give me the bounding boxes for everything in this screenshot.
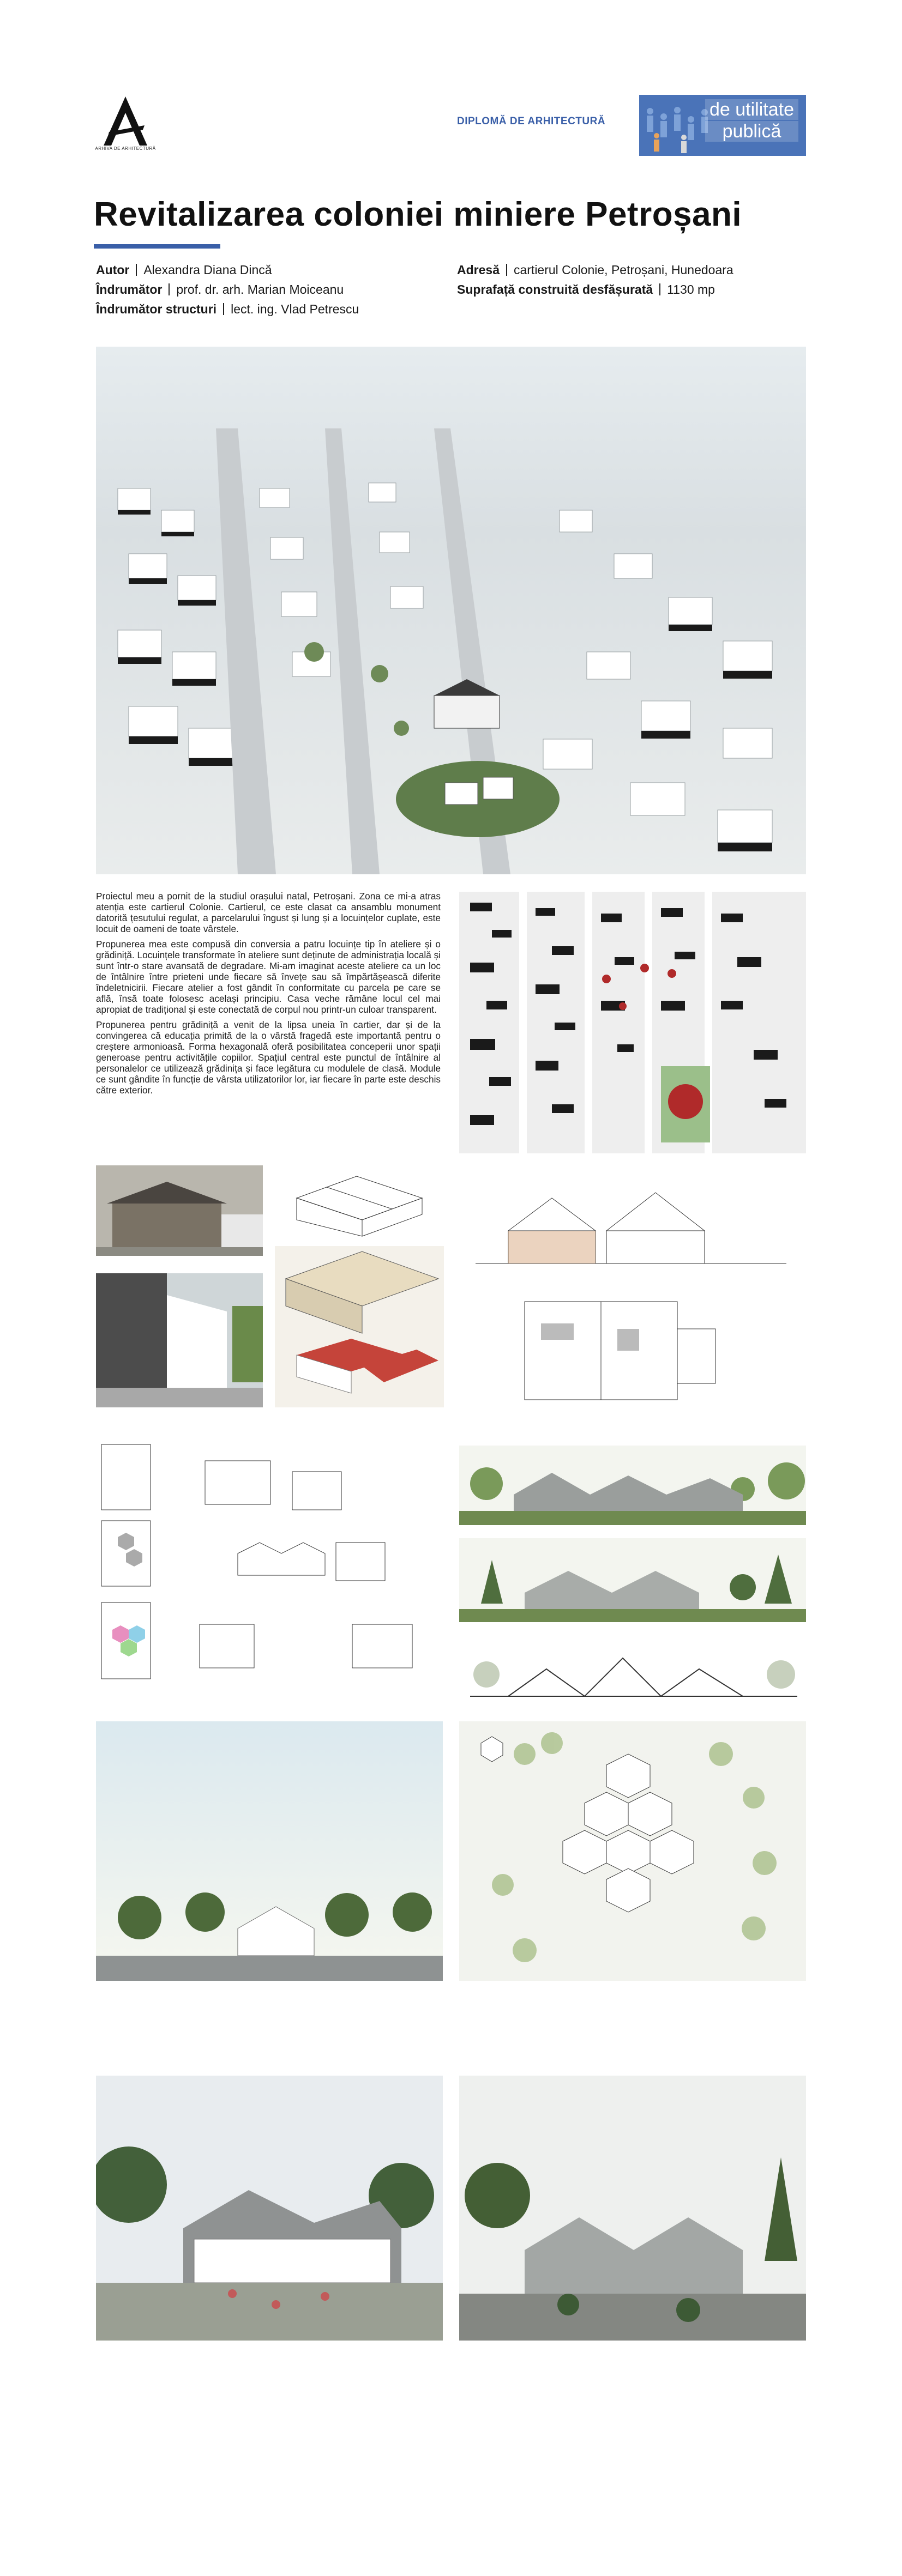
structure-advisor-label: Îndrumător structuri: [96, 302, 217, 316]
description-paragraph-2: Propunerea mea este compusă din conversia a patru locuințe tip în ateliere și o grădiniță. Locuințele transformate în ateliere sunt deținute de administrația locală și sunt într-o stare avansată de degradare. Mi-am imaginat aceste ateliere ca un loc de întâlnire între prieteni unde fiecare să învețe sau să împărtășească diferite îndeletnicirii. Fiecare atelier a fost gândit în conformitate cu parcela pe care se află, însă toate folosesc același principiu. Casa veche rămâne locul cel mai apropiat de tradițional și este conectată de corpul nou printr-un culoar transparent.: [96, 939, 441, 1015]
author-value: Alexandra Diana Dincă: [143, 263, 272, 277]
kindergarten-plan: [459, 1721, 806, 1981]
diploma-label: DIPLOMĂ DE ARHITECTURĂ: [457, 116, 606, 127]
elevation-1: [459, 1446, 806, 1525]
courtyard-render: [96, 1273, 263, 1407]
advisor-row: [96, 282, 344, 297]
structure-advisor-row: [96, 302, 359, 317]
axonometric-wireframe: [275, 1165, 444, 1238]
axonometric-render: [275, 1246, 444, 1407]
aerial-site-render: [96, 347, 806, 874]
kindergarten-playground-render: [96, 2076, 443, 2341]
area-value: 1130 mp: [667, 282, 715, 297]
area-label: Suprafață construită desfășurată: [457, 282, 653, 297]
elevation-2: [459, 1538, 806, 1622]
author-label: Autor: [96, 263, 130, 277]
kindergarten-street-render: [96, 1721, 443, 1981]
address-row: [457, 263, 733, 277]
description-paragraph-1: Proiectul meu a pornit de la studiul orașului natal, Petroșani. Zona ce mi-a atras atenția este cartierul Colonie. Cartierul, ce este clasat ca ansamblu monument datorită țesutului regulat, a parcelarului îngust și lung și a locuințelor cuplate, este locuit de oameni de toate vârstele.: [96, 891, 441, 934]
existing-house-photo: [96, 1165, 263, 1256]
page-title: Revitalizarea coloniei miniere Petroșani: [94, 196, 742, 233]
badge-line-1: de utilitate: [705, 99, 798, 120]
kindergarten-garden-render: [459, 2076, 806, 2341]
description-paragraph-3: Propunerea pentru grădiniță a venit de la lipsa uneia în cartier, dar și de la convingerea că educația primită de la o vârstă fragedă este importantă pentru o creștere armonioasă. Forma hexagonală oferă posibilitatea conceperii unor spații generoase pentru activitățile copiilor. Spațiul central este punctul de întâlnire al personalelor ce utilizează grădinița și face legătura cu modulele de clasă. Module ce sunt gândite în funcție de vârsta utilizatorilor lor, iar fiecare în parte este deschis către exterior.: [96, 1019, 441, 1096]
title-underline: [94, 244, 220, 249]
address-value: cartierul Colonie, Petroșani, Hunedoara: [513, 263, 733, 277]
advisor-value: prof. dr. arh. Marian Moiceanu: [176, 282, 344, 297]
concept-sketches: [96, 1439, 443, 1706]
area-row: [457, 282, 715, 297]
structure-advisor-value: lect. ing. Vlad Petrescu: [231, 302, 359, 316]
section-drawing: [459, 1636, 806, 1709]
badge-line-2: publică: [705, 121, 798, 142]
project-description: [96, 891, 441, 1100]
advisor-label: Îndrumător: [96, 282, 163, 297]
logo-caption: ARHIVA DE ARHITECTURĂ: [95, 146, 156, 151]
atelier-section-and-plan: [459, 1165, 806, 1422]
site-plan: [459, 892, 806, 1153]
address-label: Adresă: [457, 263, 500, 277]
public-utility-badge: [639, 95, 806, 156]
author-row: [96, 263, 272, 277]
